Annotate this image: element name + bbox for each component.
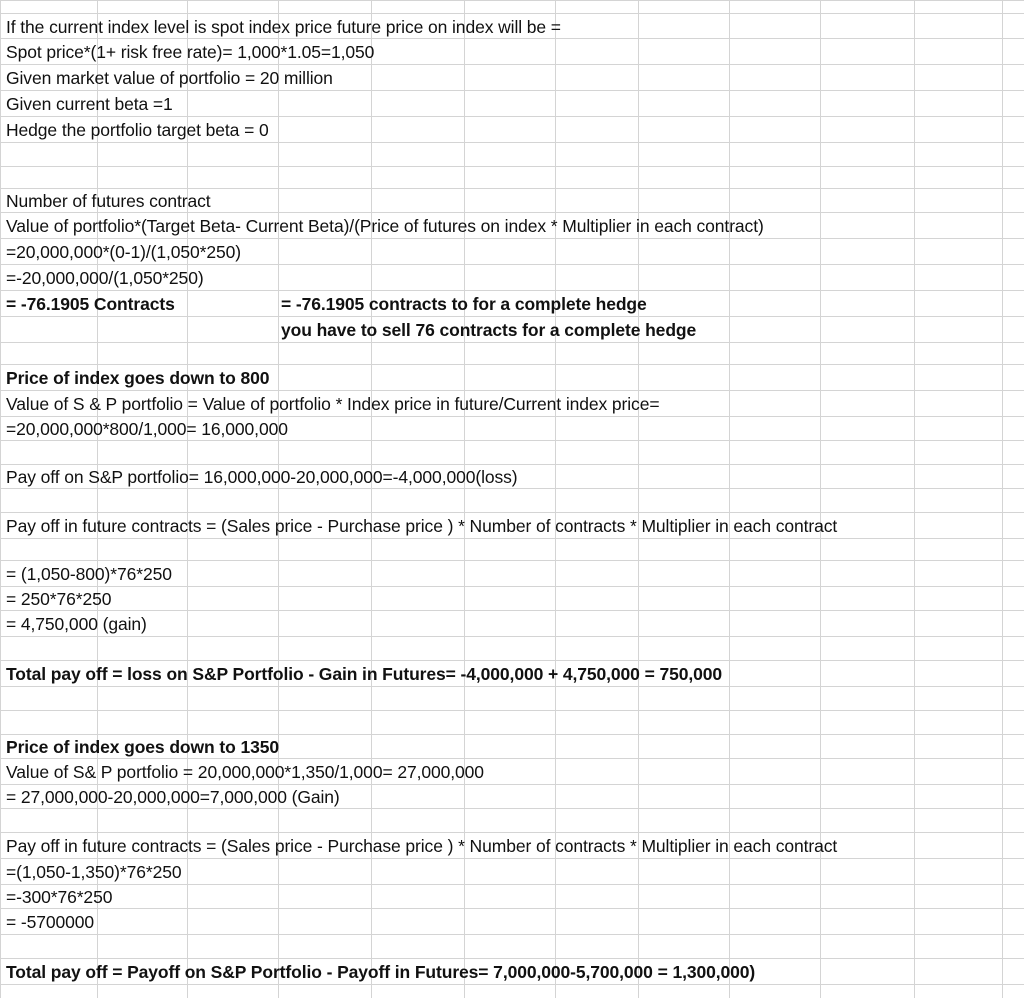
sheet-cell[interactable]: =(1,050-1,350)*76*250 xyxy=(6,862,182,882)
sheet-cell[interactable]: =-20,000,000/(1,050*250) xyxy=(6,268,204,288)
sheet-cell[interactable]: If the current index level is spot index price future price on index will be = xyxy=(6,16,561,37)
sheet-cell[interactable]: Total pay off = Payoff on S&P Portfolio - Payoff in Futures= 7,000,000-5,700,000 = 1,300,000) xyxy=(6,962,756,982)
sheet-cell[interactable]: Number of futures contract xyxy=(6,191,211,211)
sheet-cell[interactable]: Price of index goes down to 800 xyxy=(6,368,270,388)
sheet-cell[interactable]: Price of index goes down to 1350 xyxy=(6,737,279,757)
sheet-cell[interactable]: Spot price*(1+ risk free rate)= 1,000*1.05=1,050 xyxy=(6,42,375,62)
sheet-cell[interactable]: = 250*76*250 xyxy=(6,589,112,609)
sheet-cell[interactable]: Value of S& P portfolio = 20,000,000*1,350/1,000= 27,000,000 xyxy=(6,762,484,782)
sheet-cell[interactable]: =-300*76*250 xyxy=(6,887,113,907)
sheet-cell[interactable]: = 27,000,000-20,000,000=7,000,000 (Gain) xyxy=(6,787,340,807)
sheet-cell[interactable]: Value of portfolio*(Target Beta- Current Beta)/(Price of futures on index * Multiplier in each contract) xyxy=(6,216,764,236)
sheet-cell[interactable]: Hedge the portfolio target beta = 0 xyxy=(6,120,269,140)
sheet-cell[interactable]: = -5700000 xyxy=(6,912,95,932)
sheet-cell[interactable]: Pay off on S&P portfolio= 16,000,000-20,000,000=-4,000,000(loss) xyxy=(6,467,518,487)
sheet-cell[interactable]: = -76.1905 Contracts xyxy=(6,294,175,314)
sheet-cell[interactable]: Given current beta =1 xyxy=(6,94,173,114)
sheet-cell[interactable]: you have to sell 76 contracts for a complete hedge xyxy=(281,320,697,340)
sheet-cell[interactable]: =20,000,000*800/1,000= 16,000,000 xyxy=(6,419,288,439)
sheet-cell[interactable]: = (1,050-800)*76*250 xyxy=(6,564,172,584)
sheet-cell[interactable]: =20,000,000*(0-1)/(1,050*250) xyxy=(6,242,241,262)
sheet-cell[interactable]: Value of S & P portfolio = Value of portfolio * Index price in future/Current index price= xyxy=(6,394,660,414)
sheet-cell[interactable]: = -76.1905 contracts to for a complete hedge xyxy=(281,294,647,314)
sheet-cell[interactable]: Pay off in future contracts = (Sales price - Purchase price ) * Number of contracts * Multiplier in each contract xyxy=(6,836,838,856)
sheet-cell[interactable]: Given market value of portfolio = 20 million xyxy=(6,68,333,88)
sheet-cell[interactable]: Total pay off = loss on S&P Portfolio - Gain in Futures= -4,000,000 + 4,750,000 = 750,000 xyxy=(6,664,723,684)
sheet-cell[interactable]: Pay off in future contracts = (Sales price - Purchase price ) * Number of contracts * Multiplier in each contract xyxy=(6,516,838,536)
sheet-cell[interactable]: = 4,750,000 (gain) xyxy=(6,614,147,634)
